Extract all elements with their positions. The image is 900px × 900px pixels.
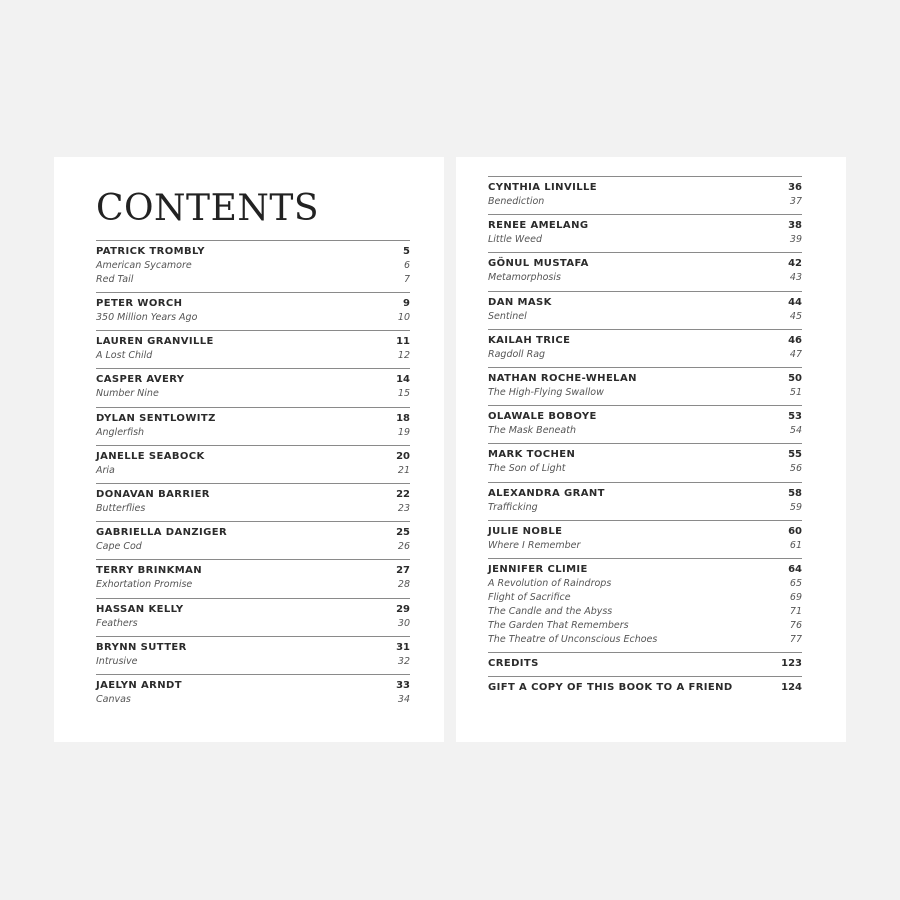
work-title[interactable]: Butterflies: [96, 502, 146, 514]
work-page-number: 19: [397, 426, 410, 438]
author-page-number: 50: [788, 372, 802, 384]
toc-author-row: [488, 410, 802, 424]
author-name[interactable]: HASSAN KELLY: [96, 603, 184, 615]
work-title[interactable]: Intrusive: [96, 655, 138, 667]
work-page-number: 6: [403, 260, 410, 271]
author-name[interactable]: JAELYN ARNDT: [96, 679, 182, 691]
toc-entry[interactable]: [96, 674, 410, 712]
toc-author-row: [96, 335, 410, 349]
work-page-number: 47: [789, 348, 802, 360]
toc-author-row: [96, 450, 410, 464]
toc-work-row: [96, 464, 410, 478]
toc-work-row: [488, 501, 802, 515]
extra-page-number: 124: [781, 681, 802, 693]
toc-work-row: [488, 233, 802, 247]
work-title[interactable]: Trafficking: [488, 501, 538, 513]
author-name[interactable]: CYNTHIA LINVILLE: [488, 182, 597, 193]
toc-extra-entry[interactable]: [488, 652, 802, 676]
work-title[interactable]: The High-Flying Swallow: [488, 386, 604, 398]
toc-entry[interactable]: [488, 367, 802, 405]
author-name[interactable]: NATHAN ROCHE-WHELAN: [488, 372, 637, 384]
author-name[interactable]: RENEE AMELANG: [488, 220, 589, 232]
toc-author-row: [96, 526, 410, 540]
work-title[interactable]: Little Weed: [488, 234, 542, 246]
work-page-number: 69: [789, 591, 802, 603]
toc-work-row: [96, 655, 410, 669]
toc-work-row: [488, 271, 802, 285]
toc-author-row: [488, 296, 802, 310]
toc-work-row: [488, 310, 802, 324]
work-page-number: 37: [789, 196, 802, 207]
toc-entry[interactable]: [488, 252, 802, 290]
author-page-number: 31: [396, 641, 410, 653]
toc-entry[interactable]: [488, 482, 802, 520]
author-page-number: 42: [788, 258, 802, 270]
work-page-number: 61: [789, 539, 802, 551]
author-page-number: 55: [788, 449, 802, 461]
toc-author-row: [96, 245, 410, 259]
author-page-number: 29: [396, 603, 410, 615]
toc-work-row: [488, 462, 802, 476]
toc-work-row: [488, 619, 802, 633]
author-name[interactable]: DYLAN SENTLOWITZ: [96, 412, 216, 424]
toc-author-row: [488, 563, 802, 577]
work-title[interactable]: Cape Cod: [96, 541, 142, 553]
toc-work-row: [96, 349, 410, 363]
toc-extra-row: [488, 681, 802, 695]
toc-author-row: [488, 257, 802, 271]
toc-extra-entry[interactable]: [488, 676, 802, 700]
extra-label[interactable]: CREDITS: [488, 657, 539, 669]
work-title[interactable]: Canvas: [96, 693, 131, 705]
work-page-number: 51: [789, 386, 802, 398]
work-page-number: 15: [397, 388, 410, 400]
toc-entry[interactable]: [96, 636, 410, 674]
author-name[interactable]: GABRIELLA DANZIGER: [96, 527, 228, 539]
toc-entry[interactable]: [488, 329, 802, 367]
work-page-number: 10: [397, 312, 410, 323]
toc-work-row: [488, 577, 802, 591]
work-page-number: 12: [397, 350, 410, 362]
work-page-number: 76: [789, 619, 802, 631]
toc-entry[interactable]: [96, 559, 410, 597]
work-title[interactable]: Aria: [96, 464, 115, 476]
author-name[interactable]: PATRICK TROMBLY: [96, 246, 205, 257]
toc-work-row: [96, 540, 410, 554]
toc-entry[interactable]: [488, 520, 802, 558]
author-name[interactable]: JENNIFER CLIMIE: [488, 563, 588, 575]
author-name[interactable]: CASPER AVERY: [96, 374, 185, 386]
work-page-number: 39: [789, 234, 802, 246]
toc-extra-row: [488, 657, 802, 671]
author-page-number: 64: [788, 563, 802, 575]
work-title[interactable]: A Lost Child: [96, 350, 153, 362]
toc-author-row: [96, 564, 410, 578]
work-page-number: 28: [397, 579, 410, 591]
toc-entry[interactable]: [488, 291, 802, 329]
toc-work-row: [96, 617, 410, 631]
work-title[interactable]: A Revolution of Raindrops: [488, 577, 612, 589]
author-name[interactable]: OLAWALE BOBOYE: [488, 411, 597, 423]
toc-work-row: [96, 426, 410, 440]
work-page-number: 54: [789, 425, 802, 437]
author-name[interactable]: TERRY BRINKMAN: [96, 565, 203, 577]
toc-author-row: [488, 334, 802, 348]
work-page-number: 65: [789, 577, 802, 589]
toc-entry[interactable]: [488, 558, 802, 652]
toc-entry[interactable]: [488, 405, 802, 443]
toc-author-row: [96, 679, 410, 693]
extra-page-number: 123: [781, 657, 802, 669]
work-title[interactable]: Exhortation Promise: [96, 579, 193, 591]
author-page-number: 5: [403, 246, 410, 257]
work-title[interactable]: The Candle and the Abyss: [488, 605, 613, 617]
work-page-number: 7: [403, 274, 410, 285]
author-name[interactable]: LAUREN GRANVILLE: [96, 336, 214, 348]
toc-entry[interactable]: [96, 407, 410, 445]
author-page-number: 11: [396, 336, 410, 348]
author-page-number: 44: [788, 296, 802, 308]
work-title[interactable]: Benediction: [488, 196, 545, 207]
toc-work-row: [96, 693, 410, 707]
toc-author-row: [96, 373, 410, 387]
toc-work-row: [96, 273, 410, 287]
toc-work-row: [488, 348, 802, 362]
toc-author-row: [96, 297, 410, 311]
right-page: [456, 157, 846, 742]
toc-work-row: [96, 311, 410, 325]
author-page-number: 58: [788, 487, 802, 499]
author-page-number: 9: [403, 298, 410, 309]
contents-title: CONTENTS: [96, 188, 320, 229]
work-page-number: 45: [789, 310, 802, 322]
work-title[interactable]: Feathers: [96, 617, 138, 629]
work-page-number: 56: [789, 463, 802, 475]
toc-work-row: [488, 424, 802, 438]
author-name[interactable]: BRYNN SUTTER: [96, 641, 187, 653]
toc-author-row: [488, 219, 802, 233]
left-toc-list: [96, 240, 410, 712]
work-page-number: 77: [789, 633, 802, 645]
work-page-number: 23: [397, 502, 410, 514]
author-name[interactable]: JULIE NOBLE: [488, 525, 563, 537]
author-page-number: 20: [396, 450, 410, 462]
toc-author-row: [488, 487, 802, 501]
toc-work-row: [488, 605, 802, 619]
work-title[interactable]: American Sycamore: [96, 260, 192, 271]
right-toc-list: [488, 176, 802, 700]
author-page-number: 53: [788, 411, 802, 423]
author-page-number: 33: [396, 679, 410, 691]
author-name[interactable]: GÖNUL MUSTAFA: [488, 258, 589, 270]
author-name[interactable]: PETER WORCH: [96, 298, 183, 309]
toc-entry[interactable]: [96, 445, 410, 483]
author-name[interactable]: MARK TOCHEN: [488, 449, 576, 461]
work-title[interactable]: The Garden That Remembers: [488, 619, 629, 631]
toc-work-row: [488, 539, 802, 553]
author-page-number: 18: [396, 412, 410, 424]
work-title[interactable]: Where I Remember: [488, 539, 581, 551]
author-page-number: 36: [788, 182, 802, 193]
author-page-number: 27: [396, 565, 410, 577]
toc-entry[interactable]: [96, 598, 410, 636]
author-page-number: 22: [396, 488, 410, 500]
work-page-number: 59: [789, 501, 802, 513]
toc-author-row: [488, 181, 802, 195]
work-page-number: 71: [789, 605, 802, 617]
author-page-number: 46: [788, 334, 802, 346]
toc-entry[interactable]: [488, 214, 802, 252]
work-page-number: 43: [789, 272, 802, 284]
toc-entry[interactable]: [488, 176, 802, 214]
author-name[interactable]: ALEXANDRA GRANT: [488, 487, 605, 499]
work-title[interactable]: Number Nine: [96, 388, 159, 400]
toc-author-row: [96, 488, 410, 502]
author-page-number: 25: [396, 527, 410, 539]
toc-work-row: [488, 591, 802, 605]
toc-author-row: [488, 448, 802, 462]
work-page-number: 34: [397, 693, 410, 705]
toc-work-row: [488, 633, 802, 647]
toc-entry[interactable]: [96, 330, 410, 368]
toc-author-row: [488, 372, 802, 386]
work-title[interactable]: Anglerfish: [96, 426, 145, 438]
toc-author-row: [96, 412, 410, 426]
toc-work-row: [488, 386, 802, 400]
author-page-number: 60: [788, 525, 802, 537]
toc-entry[interactable]: [96, 368, 410, 406]
toc-author-row: [96, 641, 410, 655]
toc-work-row: [96, 502, 410, 516]
toc-work-row: [96, 387, 410, 401]
work-page-number: 26: [397, 541, 410, 553]
work-title[interactable]: The Theatre of Unconscious Echoes: [488, 633, 658, 645]
work-title[interactable]: Flight of Sacrifice: [488, 591, 571, 603]
toc-entry[interactable]: [96, 240, 410, 292]
work-page-number: 21: [397, 464, 410, 476]
toc-work-row: [96, 259, 410, 273]
toc-entry[interactable]: [488, 443, 802, 481]
toc-work-row: [488, 195, 802, 209]
work-title[interactable]: Sentinel: [488, 310, 527, 322]
author-name[interactable]: JANELLE SEABOCK: [96, 450, 205, 462]
work-title[interactable]: Red Tail: [96, 274, 134, 285]
work-title[interactable]: The Son of Light: [488, 463, 566, 475]
author-page-number: 14: [396, 374, 410, 386]
author-name[interactable]: KAILAH TRICE: [488, 334, 571, 346]
extra-label[interactable]: GIFT A COPY OF THIS BOOK TO A FRIEND: [488, 681, 733, 693]
left-page: [54, 157, 444, 742]
toc-work-row: [96, 578, 410, 592]
author-name[interactable]: DONAVAN BARRIER: [96, 488, 210, 500]
author-name[interactable]: DAN MASK: [488, 296, 552, 308]
work-title[interactable]: The Mask Beneath: [488, 425, 576, 437]
work-page-number: 30: [397, 617, 410, 629]
work-title[interactable]: Metamorphosis: [488, 272, 561, 284]
toc-entry[interactable]: [96, 292, 410, 330]
toc-entry[interactable]: [96, 521, 410, 559]
toc-entry[interactable]: [96, 483, 410, 521]
toc-author-row: [96, 603, 410, 617]
work-page-number: 32: [397, 655, 410, 667]
author-page-number: 38: [788, 220, 802, 232]
toc-author-row: [488, 525, 802, 539]
work-title[interactable]: Ragdoll Rag: [488, 348, 546, 360]
work-title[interactable]: 350 Million Years Ago: [96, 312, 198, 323]
